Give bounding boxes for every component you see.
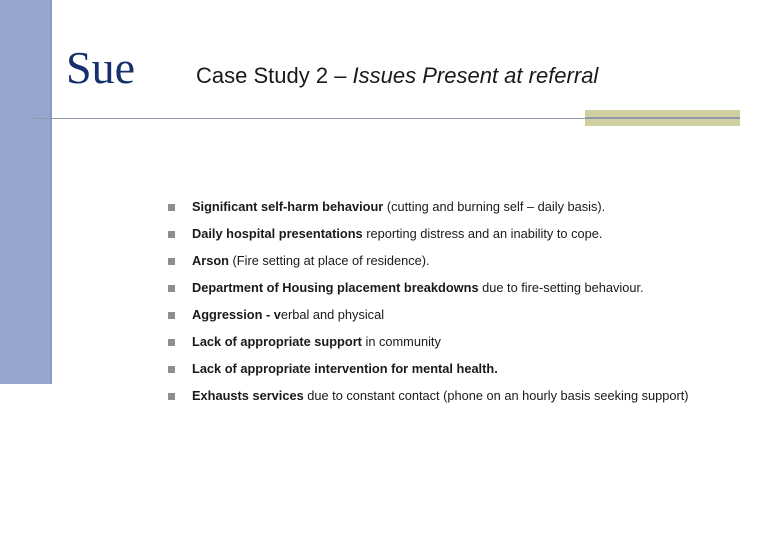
divider-accent-line — [585, 117, 740, 119]
bullet-bold-text: Aggression - v — [192, 307, 281, 322]
bullet-text: (Fire setting at place of residence). — [228, 253, 430, 268]
issues-bullet-list — [168, 198, 768, 414]
bullet-bold-text: Arson — [192, 253, 229, 268]
bullet-text: reporting distress and an inability to cope. — [362, 226, 603, 241]
slide-title-italic: Issues Present at referral — [352, 63, 599, 88]
square-bullet-icon — [168, 312, 175, 319]
left-accent-edge — [50, 0, 52, 384]
bullet-bold-text: Exhausts services — [192, 388, 304, 403]
bullet-text: (cutting and burning self – daily basis). — [383, 199, 606, 214]
bullet-text: due to constant contact (phone on an hourly basis seeking support) — [303, 388, 689, 403]
bullet-item — [168, 225, 768, 252]
bullet-item — [168, 306, 768, 333]
bullet-bold-text: Significant self-harm behaviour — [192, 199, 384, 214]
bullet-text: in community — [361, 334, 441, 349]
bullet-bold-text: Daily hospital presentations — [192, 226, 363, 241]
bullet-text: erbal and physical — [280, 307, 385, 322]
bullet-bold-text: Lack of appropriate support — [192, 334, 362, 349]
bullet-bold-text: Lack of appropriate intervention for mental health. — [192, 361, 498, 376]
square-bullet-icon — [168, 231, 175, 238]
slide-name-heading: Sue — [66, 42, 135, 93]
bullet-item — [168, 387, 768, 414]
bullet-text: due to fire-setting behaviour. — [478, 280, 644, 295]
square-bullet-icon — [168, 366, 175, 373]
square-bullet-icon — [168, 393, 175, 400]
bullet-item — [168, 252, 768, 279]
square-bullet-icon — [168, 285, 175, 292]
bullet-bold-text: Department of Housing placement breakdowns — [192, 280, 479, 295]
bullet-item — [168, 198, 768, 225]
slide-title-plain: Case Study 2 – — [196, 63, 353, 88]
square-bullet-icon — [168, 339, 175, 346]
slide-title — [196, 63, 598, 89]
bullet-item — [168, 333, 768, 360]
bullet-item — [168, 279, 768, 306]
bullet-item — [168, 360, 768, 387]
square-bullet-icon — [168, 204, 175, 211]
square-bullet-icon — [168, 258, 175, 265]
left-accent-bar — [0, 0, 52, 384]
